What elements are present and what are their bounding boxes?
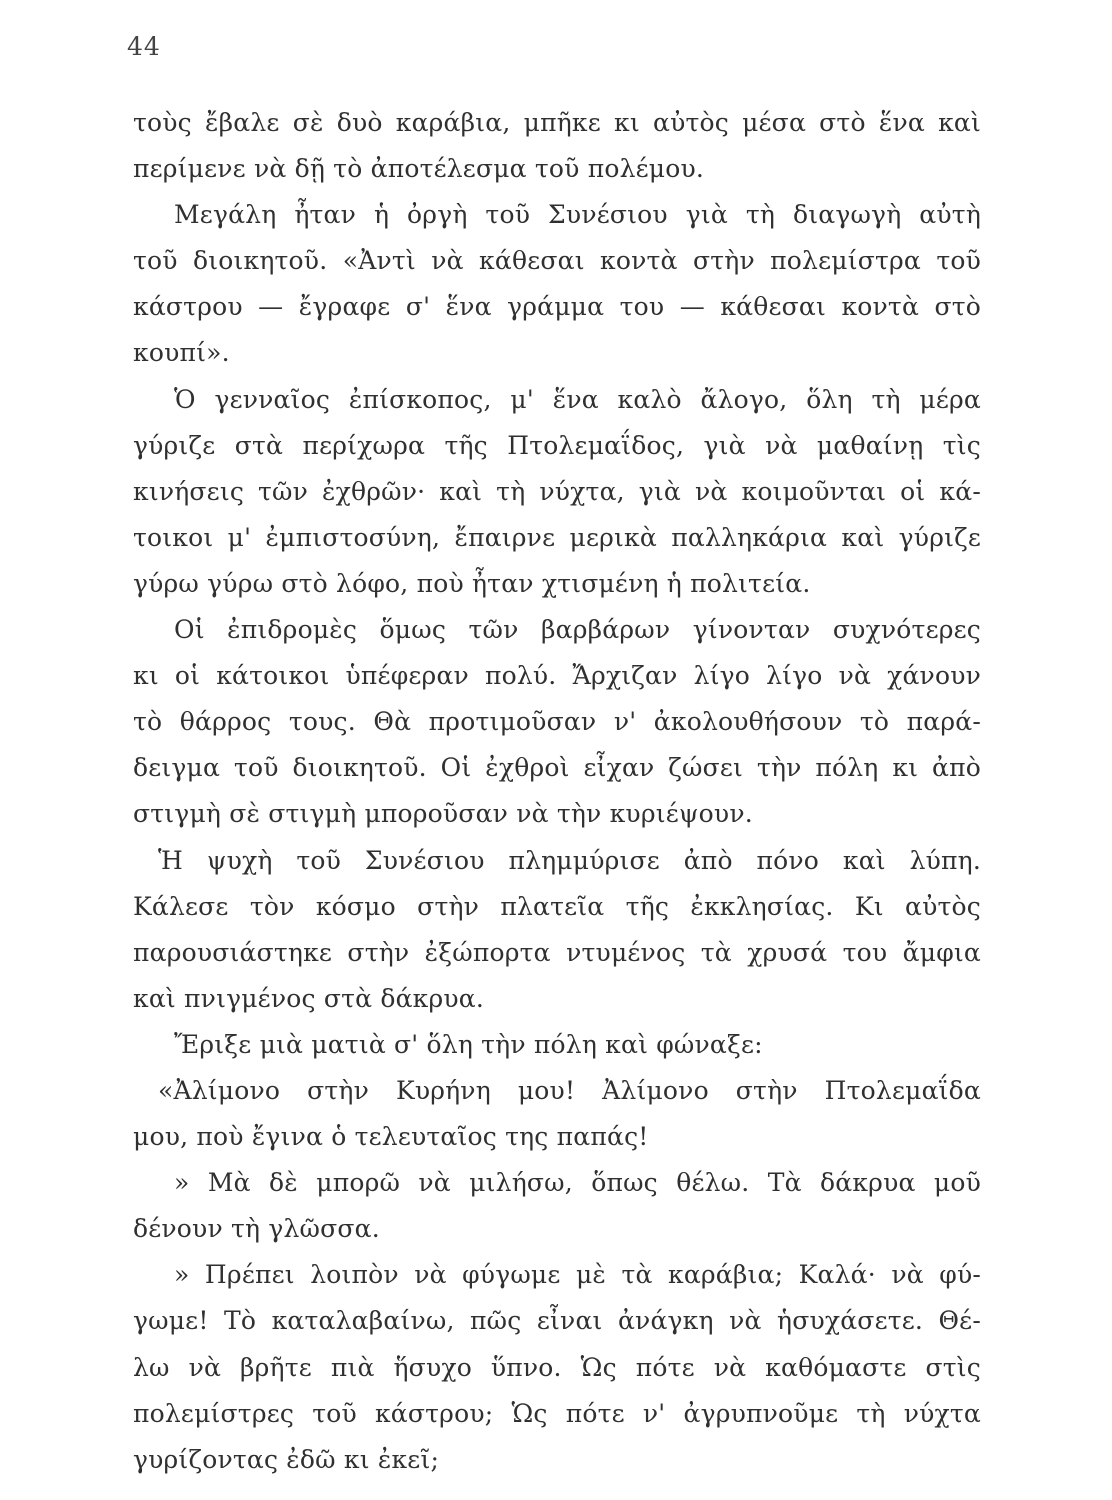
body-text [133, 100, 981, 1483]
quote-continuation-line: » Μὰ δὲ μπορῶ νὰ μιλήσω, ὅπως θέλω. Τὰ δάκρυα μοῦ [174, 1168, 981, 1198]
text-line: μου, ποὺ ἔγινα ὁ τελευταῖος της παπάς! [133, 1122, 649, 1152]
text-line: περίμενε νὰ δῇ τὸ ἀποτέλεσμα τοῦ πολέμου. [133, 154, 705, 184]
text-line: κι οἱ κάτοικοι ὑπέφεραν πολύ. Ἄρχιζαν λίγο λίγο νὰ χάνουν [133, 661, 981, 691]
text-line: δένουν τὴ γλῶσσα. [133, 1214, 380, 1244]
paragraph-start-line: Ἡ ψυχὴ τοῦ Συνέσιου πλημμύρισε ἀπὸ πόνο καὶ λύπη. [158, 845, 981, 875]
text-line: λω νὰ βρῆτε πιὰ ἥσυχο ὕπνο. Ὡς πότε νὰ καθόμαστε στὶς [133, 1352, 981, 1382]
text-line: γωμε! Τὸ καταλαβαίνω, πῶς εἶναι ἀνάγκη νὰ ἡσυχάσετε. Θέ- [133, 1306, 981, 1336]
text-line: κουπί». [133, 338, 230, 368]
text-line: κάστρου — ἔγραφε σ' ἕνα γράμμα του — κάθεσαι κοντὰ στὸ [133, 292, 981, 322]
quote-start-line: «Ἀλίμονο στὴν Κυρήνη μου! Ἀλίμονο στὴν Πτολεμαΐδα [158, 1075, 981, 1105]
page-number: 44 [127, 32, 161, 61]
text-line: γυρίζοντας ἐδῶ κι ἐκεῖ; [133, 1444, 440, 1474]
text-line: τοὺς ἔβαλε σὲ δυὸ καράβια, μπῆκε κι αὐτὸς μέσα στὸ ἕνα καὶ [133, 108, 981, 137]
text-line: τὸ θάρρος τους. Θὰ προτιμοῦσαν ν' ἀκολουθήσουν τὸ παρά- [133, 707, 981, 737]
text-line: τοῦ διοικητοῦ. «Ἀντὶ νὰ κάθεσαι κοντὰ στὴν πολεμίστρα τοῦ [133, 246, 981, 276]
text-line: πολεμίστρες τοῦ κάστρου; Ὡς πότε ν' ἀγρυπνοῦμε τὴ νύχτα [133, 1398, 981, 1428]
text-line: Κάλεσε τὸν κόσμο στὴν πλατεῖα τῆς ἐκκλησίας. Κι αὐτὸς [133, 891, 981, 921]
text-line: παρουσιάστηκε στὴν ἐξώπορτα ντυμένος τὰ χρυσά του ἄμφια [133, 937, 981, 967]
text-line: γύριζε στὰ περίχωρα τῆς Πτολεμαΐδος, γιὰ νὰ μαθαίνῃ τὶς [133, 430, 981, 460]
text-line: τοικοι μ' ἐμπιστοσύνη, ἔπαιρνε μερικὰ παλληκάρια καὶ γύριζε [133, 522, 981, 552]
paragraph-start-line: Ἔριξε μιὰ ματιὰ σ' ὅλη τὴν πόλη καὶ φώναξε: [174, 1029, 763, 1059]
text-line: καὶ πνιγμένος στὰ δάκρυα. [133, 983, 485, 1013]
text-line: κινήσεις τῶν ἐχθρῶν· καὶ τὴ νύχτα, γιὰ νὰ κοιμοῦνται οἱ κά- [133, 476, 981, 506]
text-line: δειγμα τοῦ διοικητοῦ. Οἱ ἐχθροὶ εἶχαν ζώσει τὴν πόλη κι ἀπὸ [133, 753, 981, 783]
quote-continuation-line: » Πρέπει λοιπὸν νὰ φύγωμε μὲ τὰ καράβια; Καλά· νὰ φύ- [174, 1260, 981, 1290]
paragraph-start-line: Μεγάλη ἦταν ἡ ὀργὴ τοῦ Συνέσιου γιὰ τὴ διαγωγὴ αὐτὴ [174, 200, 981, 230]
paragraph-start-line: Οἱ ἐπιδρομὲς ὅμως τῶν βαρβάρων γίνονταν συχνότερες [174, 615, 981, 645]
text-line: γύρω γύρω στὸ λόφο, ποὺ ἦταν χτισμένη ἡ πολιτεία. [133, 568, 811, 598]
paragraph-start-line: Ὁ γενναῖος ἐπίσκοπος, μ' ἕνα καλὸ ἄλογο, ὅλη τὴ μέρα [174, 384, 981, 414]
text-line: στιγμὴ σὲ στιγμὴ μποροῦσαν νὰ τὴν κυριέψουν. [133, 799, 753, 829]
